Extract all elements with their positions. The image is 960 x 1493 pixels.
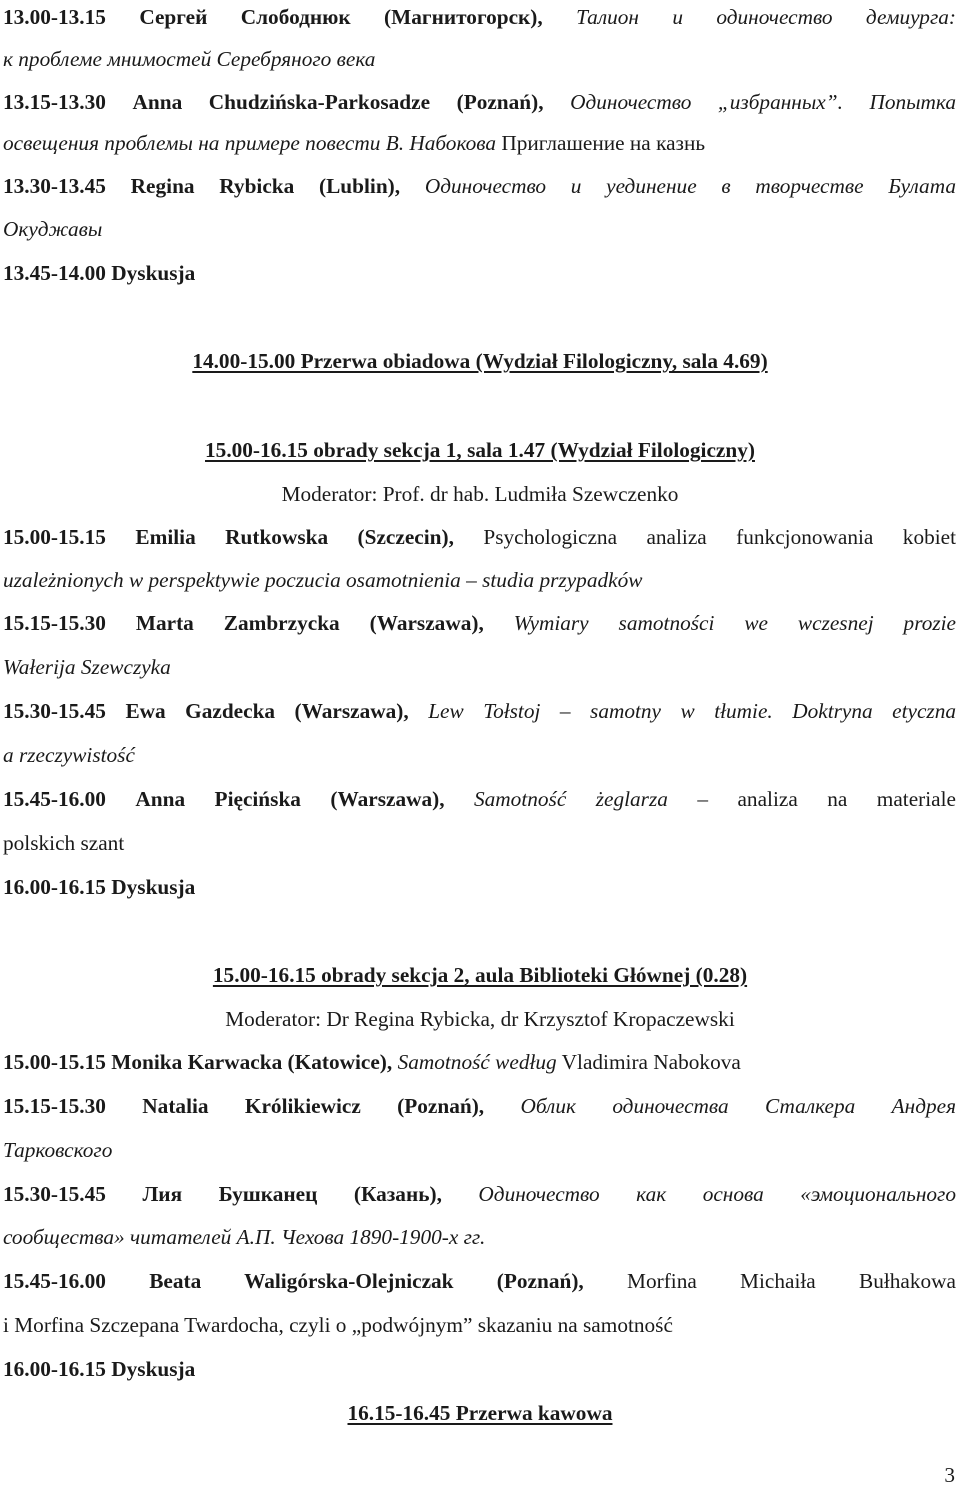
entry-author: Ewa Gazdecka (Warszawa), bbox=[125, 699, 409, 723]
entry-time: 15.30-15.45 bbox=[3, 1182, 106, 1206]
entry-title: освещения проблемы на примере повести В. Набокова bbox=[3, 131, 496, 155]
page-number: 3 bbox=[944, 1463, 955, 1487]
section2-heading bbox=[0, 960, 960, 990]
entry-author: Monika Karwacka (Katowice), bbox=[111, 1050, 393, 1074]
entry-title: i Morfina Szczepana Twardocha, czyli o „podwójnym” skazaniu na samotność bbox=[3, 1313, 673, 1337]
entry-title: Одиночество и уединение в творчестве Булата bbox=[424, 174, 956, 198]
section2-heading-text: 15.00-16.15 obrady sekcja 2, aula Biblioteki Głównej (0.28) bbox=[212, 963, 748, 987]
program-entry bbox=[3, 608, 956, 638]
entry-time: 15.15-15.30 bbox=[3, 1094, 106, 1118]
program-entry bbox=[3, 1047, 956, 1077]
program-entry bbox=[3, 87, 956, 117]
entry-title: Wałerija Szewczyka bbox=[3, 655, 171, 679]
entry-title: – analiza na materiale bbox=[697, 787, 956, 811]
entry-author: Anna Pięcińska (Warszawa), bbox=[135, 787, 445, 811]
entry-title: Morfina Michaiła Bułhakowa bbox=[627, 1269, 957, 1293]
entry-time: 16.00-16.15 bbox=[3, 875, 106, 899]
entry-title: Samotność według bbox=[397, 1050, 557, 1074]
program-entry bbox=[3, 1179, 956, 1209]
program-entry-continued bbox=[3, 1135, 956, 1165]
program-entry-continued bbox=[3, 1310, 956, 1340]
entry-time: 15.30-15.45 bbox=[3, 699, 106, 723]
entry-time: 16.00-16.15 bbox=[3, 1357, 106, 1381]
program-entry bbox=[3, 2, 956, 32]
entry-title: Приглашение на казнь bbox=[501, 131, 706, 155]
entry-label: Dyskusja bbox=[111, 875, 196, 899]
entry-time: 13.00-13.15 bbox=[3, 5, 106, 29]
entry-author: Regina Rybicka (Lublin), bbox=[130, 174, 401, 198]
entry-title: a rzeczywistość bbox=[3, 743, 135, 767]
program-entry-continued bbox=[3, 740, 956, 770]
entry-time: 13.30-13.45 bbox=[3, 174, 106, 198]
entry-author: Marta Zambrzycka (Warszawa), bbox=[135, 611, 484, 635]
entry-author: Сергей Слободнюк (Магнитогорск), bbox=[139, 5, 543, 29]
entry-title: Талион и одиночество демиурга: bbox=[576, 5, 956, 29]
entry-title: Lew Tołstoj – samotny w tłumie. Doktryna etyczna bbox=[428, 699, 957, 723]
program-entry-continued bbox=[3, 214, 956, 244]
entry-title: uzależnionych w perspektywie poczucia osamotnienia – studia przypadków bbox=[3, 568, 643, 592]
moderator-text: Moderator: Dr Regina Rybicka, dr Krzysztof Kropaczewski bbox=[225, 1007, 735, 1031]
entry-title: Окуджавы bbox=[3, 217, 103, 241]
lunch-heading-text: 14.00-15.00 Przerwa obiadowa (Wydział Filologiczny, sala 4.69) bbox=[192, 349, 768, 373]
program-entry bbox=[3, 1354, 956, 1384]
program-entry-continued bbox=[3, 652, 956, 682]
entry-author: Anna Chudzińska-Parkosadze (Poznań), bbox=[132, 90, 544, 114]
coffee-heading bbox=[0, 1398, 960, 1428]
program-entry bbox=[3, 522, 956, 552]
entry-label: Dyskusja bbox=[111, 1357, 196, 1381]
entry-time: 15.00-15.15 bbox=[3, 525, 106, 549]
entry-label: Dyskusja bbox=[111, 261, 196, 285]
section2-moderator bbox=[0, 1004, 960, 1034]
entry-time: 15.45-16.00 bbox=[3, 1269, 106, 1293]
program-entry bbox=[3, 872, 956, 902]
lunch-heading bbox=[0, 346, 960, 376]
entry-author: Natalia Królikiewicz (Poznań), bbox=[142, 1094, 485, 1118]
entry-title: сообщества» читателей А.П. Чехова 1890-1900-х гг. bbox=[3, 1225, 486, 1249]
program-entry bbox=[3, 1091, 956, 1121]
entry-author: Beata Waligórska-Olejniczak (Poznań), bbox=[149, 1269, 584, 1293]
section1-moderator bbox=[0, 479, 960, 509]
program-entry bbox=[3, 696, 956, 726]
entry-title: Тарковского bbox=[3, 1138, 113, 1162]
entry-time: 15.00-15.15 bbox=[3, 1050, 106, 1074]
section1-heading bbox=[0, 435, 960, 465]
program-entry bbox=[3, 258, 956, 288]
program-entry bbox=[3, 171, 956, 201]
program-entry bbox=[3, 1266, 956, 1296]
entry-title: Облик одиночества Сталкера Андрея bbox=[520, 1094, 956, 1118]
program-entry-continued bbox=[3, 828, 956, 858]
program-entry-continued bbox=[3, 128, 956, 158]
entry-title: Samotność żeglarza bbox=[474, 787, 668, 811]
entry-title: Одиночество как основа «эмоционального bbox=[478, 1182, 957, 1206]
entry-author: Emilia Rutkowska (Szczecin), bbox=[135, 525, 454, 549]
program-entry bbox=[3, 784, 956, 814]
entry-time: 13.45-14.00 bbox=[3, 261, 106, 285]
moderator-text: Moderator: Prof. dr hab. Ludmiła Szewczenko bbox=[281, 482, 679, 506]
entry-title: к проблеме мнимостей Серебряного века bbox=[3, 47, 376, 71]
entry-title: Psychologiczna analiza funkcjonowania kobiet bbox=[483, 525, 957, 549]
entry-title: Одиночество „избранных”. Попытка bbox=[570, 90, 957, 114]
entry-author: Лия Бушканец (Казань), bbox=[142, 1182, 442, 1206]
entry-title: Vladimira Nabokova bbox=[561, 1050, 741, 1074]
program-entry-continued bbox=[3, 565, 956, 595]
entry-time: 15.15-15.30 bbox=[3, 611, 106, 635]
section1-heading-text: 15.00-16.15 obrady sekcja 1, sala 1.47 (Wydział Filologiczny) bbox=[205, 438, 755, 462]
entry-time: 13.15-13.30 bbox=[3, 90, 106, 114]
coffee-heading-text: 16.15-16.45 Przerwa kawowa bbox=[347, 1401, 613, 1425]
entry-time: 15.45-16.00 bbox=[3, 787, 106, 811]
program-entry-continued bbox=[3, 44, 956, 74]
entry-title: polskich szant bbox=[3, 831, 125, 855]
program-entry-continued bbox=[3, 1222, 956, 1252]
entry-title: Wymiary samotności we wczesnej prozie bbox=[513, 611, 956, 635]
